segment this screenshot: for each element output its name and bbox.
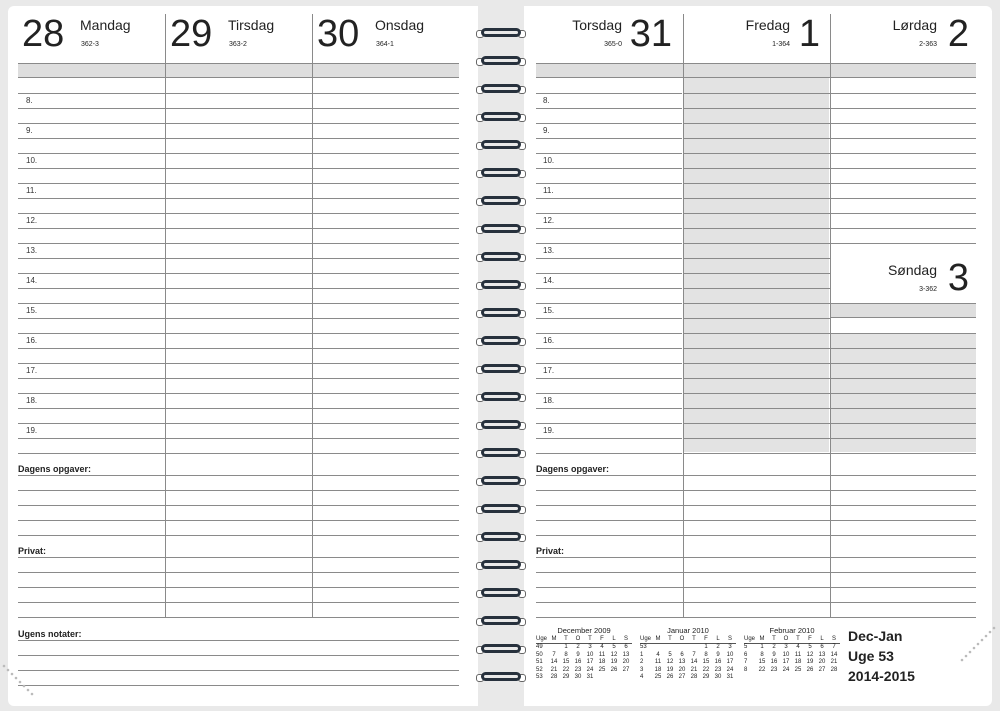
day-header-tuesday bbox=[166, 14, 312, 62]
hour-label: 9. bbox=[26, 126, 33, 135]
rule-line bbox=[18, 213, 459, 214]
rule-line bbox=[684, 438, 830, 439]
rule-line bbox=[831, 438, 976, 439]
rule-line bbox=[536, 108, 682, 109]
spiral-ring bbox=[478, 358, 524, 380]
hour-label: 15. bbox=[26, 306, 38, 315]
period-months: Dec-Jan bbox=[848, 628, 903, 644]
mini-calendar-header: Uge M T O T F L S bbox=[744, 636, 840, 645]
day-code: 2-363 bbox=[919, 41, 937, 48]
mini-calendar-february bbox=[744, 627, 840, 674]
rule-line bbox=[536, 258, 682, 259]
mini-calendar-january bbox=[640, 627, 736, 682]
rule-line bbox=[536, 243, 682, 244]
mini-calendar-week: 53 1 2 3 bbox=[640, 644, 732, 650]
mini-calendar-title: December 2009 bbox=[557, 626, 611, 635]
spiral-ring bbox=[478, 442, 524, 464]
mini-calendar-week: 1 4 5 6 7 8 9 10 bbox=[640, 651, 734, 658]
rule-line bbox=[18, 438, 459, 439]
rule-line bbox=[18, 153, 459, 154]
rule-line bbox=[831, 108, 976, 109]
hour-label: 19. bbox=[26, 426, 38, 435]
hour-label: 8. bbox=[543, 96, 550, 105]
day-code: 3-362 bbox=[919, 286, 937, 293]
rule-line bbox=[684, 378, 830, 379]
rule-line bbox=[684, 138, 830, 139]
rule-line bbox=[18, 453, 459, 454]
rule-line bbox=[18, 243, 459, 244]
hour-label: 9. bbox=[543, 126, 550, 135]
rule-line bbox=[536, 490, 976, 491]
rule-line bbox=[684, 318, 830, 319]
day-number: 1 bbox=[798, 13, 820, 55]
mini-calendar-week: 52 21 22 23 24 25 26 27 bbox=[536, 666, 630, 673]
rule-line bbox=[684, 228, 830, 229]
rule-line bbox=[18, 617, 459, 618]
spiral-ring bbox=[478, 414, 524, 436]
day-code: 362-3 bbox=[81, 41, 99, 48]
day-header-friday bbox=[684, 14, 830, 62]
perforation-corner-left bbox=[0, 660, 40, 700]
section-notes-left: Ugens notater: bbox=[18, 629, 82, 639]
rule-line bbox=[831, 198, 976, 199]
spiral-ring bbox=[478, 666, 524, 688]
rule-line bbox=[684, 288, 830, 289]
rule-line bbox=[536, 273, 682, 274]
rule-line bbox=[18, 348, 459, 349]
mini-calendar-week: 49 1 2 3 4 5 6 bbox=[536, 644, 628, 650]
rule-line bbox=[18, 363, 459, 364]
rule-line bbox=[18, 198, 459, 199]
rule-line bbox=[18, 685, 459, 686]
mini-calendar-title: Februar 2010 bbox=[769, 626, 815, 635]
rule-line bbox=[536, 505, 976, 506]
rule-line bbox=[18, 288, 459, 289]
spiral-binding bbox=[478, 0, 524, 711]
day-number: 30 bbox=[317, 13, 360, 55]
section-tasks-right: Dagens opgaver: bbox=[536, 464, 610, 474]
day-code: 1-364 bbox=[772, 41, 790, 48]
rule-line bbox=[536, 198, 682, 199]
rule-line bbox=[536, 363, 682, 364]
rule-line bbox=[536, 123, 682, 124]
day-name: Lørdag bbox=[892, 17, 937, 33]
rule-line bbox=[536, 168, 682, 169]
rule-line bbox=[18, 183, 459, 184]
day-number: 3 bbox=[947, 257, 969, 299]
hour-label: 10. bbox=[543, 156, 555, 165]
rule-line bbox=[831, 183, 976, 184]
column-divider bbox=[312, 14, 313, 617]
rule-line bbox=[536, 288, 682, 289]
rule-line bbox=[831, 348, 976, 349]
hour-label: 17. bbox=[543, 366, 555, 375]
rule-line bbox=[18, 303, 459, 304]
rule-line bbox=[18, 535, 459, 536]
spiral-ring bbox=[478, 582, 524, 604]
rule-line bbox=[536, 453, 682, 454]
spiral-ring bbox=[478, 246, 524, 268]
rule-line bbox=[684, 453, 830, 454]
rule-line bbox=[831, 333, 976, 334]
hour-label: 13. bbox=[543, 246, 555, 255]
rule-line bbox=[684, 273, 830, 274]
mini-calendar-december bbox=[536, 627, 632, 682]
header-band-sunday bbox=[831, 303, 976, 318]
hour-label: 12. bbox=[543, 216, 555, 225]
rule-line bbox=[18, 108, 459, 109]
rule-line bbox=[536, 408, 682, 409]
rule-line bbox=[536, 213, 682, 214]
spiral-ring bbox=[478, 330, 524, 352]
rule-line bbox=[684, 303, 830, 304]
rule-line bbox=[831, 153, 976, 154]
spiral-ring bbox=[478, 526, 524, 548]
spiral-ring bbox=[478, 498, 524, 520]
hour-label: 16. bbox=[543, 336, 555, 345]
rule-line bbox=[18, 258, 459, 259]
spiral-ring bbox=[478, 302, 524, 324]
period-label bbox=[848, 626, 915, 686]
mini-calendar-header: Uge M T O T F L S bbox=[640, 636, 736, 645]
rule-line bbox=[18, 168, 459, 169]
mini-calendar-header: Uge M T O T F L S bbox=[536, 636, 632, 645]
rule-line bbox=[831, 138, 976, 139]
rule-line bbox=[18, 333, 459, 334]
rule-line bbox=[536, 393, 682, 394]
rule-line bbox=[18, 228, 459, 229]
rule-line bbox=[18, 505, 459, 506]
rule-line bbox=[684, 408, 830, 409]
mini-calendar-week: 8 22 23 24 25 26 27 28 bbox=[744, 666, 838, 673]
day-name: Onsdag bbox=[375, 17, 425, 33]
spiral-ring bbox=[478, 50, 524, 72]
day-number: 29 bbox=[170, 13, 213, 55]
spiral-ring bbox=[478, 78, 524, 100]
rule-line bbox=[831, 168, 976, 169]
rule-line bbox=[18, 378, 459, 379]
spiral-ring bbox=[478, 610, 524, 632]
hour-label: 18. bbox=[543, 396, 555, 405]
day-header-monday bbox=[18, 14, 164, 62]
hour-label: 13. bbox=[26, 246, 38, 255]
day-number: 31 bbox=[629, 13, 672, 55]
rule-line bbox=[684, 258, 830, 259]
rule-line bbox=[684, 198, 830, 199]
mini-calendar-week: 7 15 16 17 18 19 20 21 bbox=[744, 659, 838, 665]
rule-line bbox=[831, 93, 976, 94]
period-week: Uge 53 bbox=[848, 648, 894, 664]
rule-line bbox=[536, 378, 682, 379]
rule-line bbox=[536, 333, 682, 334]
mini-calendar-week: 6 8 9 10 11 12 13 14 bbox=[744, 651, 838, 658]
rule-line bbox=[536, 475, 976, 476]
hour-label: 19. bbox=[543, 426, 555, 435]
rule-line bbox=[536, 535, 976, 536]
rule-line bbox=[684, 333, 830, 334]
hour-label: 14. bbox=[26, 276, 38, 285]
rule-line bbox=[684, 108, 830, 109]
rule-line bbox=[18, 318, 459, 319]
day-number: 28 bbox=[22, 13, 65, 55]
spiral-ring bbox=[478, 22, 524, 44]
hour-label: 11. bbox=[26, 186, 37, 195]
rule-line bbox=[684, 153, 830, 154]
day-name: Mandag bbox=[80, 17, 131, 33]
rule-line bbox=[831, 423, 976, 424]
hour-label: 11. bbox=[543, 186, 554, 195]
hour-label: 18. bbox=[26, 396, 38, 405]
spiral-ring bbox=[478, 134, 524, 156]
spiral-ring bbox=[478, 470, 524, 492]
section-private-right: Privat: bbox=[536, 546, 565, 556]
rule-line bbox=[831, 243, 976, 244]
rule-line bbox=[831, 393, 976, 394]
rule-line bbox=[831, 408, 976, 409]
rule-line bbox=[18, 490, 459, 491]
rule-line bbox=[684, 213, 830, 214]
day-header-sunday bbox=[831, 258, 977, 304]
rule-line bbox=[18, 423, 459, 424]
spiral-ring bbox=[478, 638, 524, 660]
rule-line bbox=[18, 520, 459, 521]
rule-line bbox=[536, 572, 976, 573]
rule-line bbox=[18, 670, 459, 671]
rule-line bbox=[18, 655, 459, 656]
spiral-ring bbox=[478, 218, 524, 240]
day-code: 365-0 bbox=[604, 41, 622, 48]
rule-line bbox=[536, 318, 682, 319]
hour-label: 14. bbox=[543, 276, 555, 285]
left-page bbox=[8, 6, 478, 706]
mini-calendar-week: 2 11 12 13 14 15 16 17 bbox=[640, 659, 734, 665]
header-band-left bbox=[18, 63, 459, 78]
rule-line bbox=[536, 587, 976, 588]
rule-line bbox=[831, 453, 976, 454]
rule-line bbox=[536, 617, 976, 618]
rule-line bbox=[18, 93, 459, 94]
rule-line bbox=[18, 475, 459, 476]
rule-line bbox=[536, 423, 682, 424]
section-tasks-left: Dagens opgaver: bbox=[18, 464, 92, 474]
section-private-left: Privat: bbox=[18, 546, 47, 556]
holiday-shading bbox=[684, 78, 829, 452]
rule-line bbox=[536, 228, 682, 229]
rule-line bbox=[536, 183, 682, 184]
rule-line bbox=[684, 243, 830, 244]
mini-calendar-week: 3 18 19 20 21 22 23 24 bbox=[640, 666, 734, 673]
rule-line bbox=[536, 153, 682, 154]
rule-line bbox=[684, 393, 830, 394]
day-name: Fredag bbox=[745, 17, 790, 33]
rule-line bbox=[831, 228, 976, 229]
rule-line bbox=[536, 602, 976, 603]
rule-line bbox=[18, 408, 459, 409]
rule-line bbox=[684, 348, 830, 349]
spiral-ring bbox=[478, 386, 524, 408]
hour-label: 16. bbox=[26, 336, 38, 345]
rule-line bbox=[18, 572, 459, 573]
spiral-ring bbox=[478, 274, 524, 296]
hour-label: 12. bbox=[26, 216, 38, 225]
mini-calendar-week: 53 28 29 30 31 bbox=[536, 674, 594, 680]
rule-line bbox=[536, 348, 682, 349]
spiral-ring bbox=[478, 162, 524, 184]
rule-line bbox=[536, 303, 682, 304]
rule-line bbox=[684, 183, 830, 184]
spiral-ring bbox=[478, 190, 524, 212]
rule-line bbox=[684, 123, 830, 124]
day-header-thursday bbox=[536, 14, 682, 62]
rule-line bbox=[18, 393, 459, 394]
column-divider bbox=[165, 14, 166, 617]
day-header-wednesday bbox=[313, 14, 459, 62]
period-years: 2014-2015 bbox=[848, 668, 915, 684]
rule-line bbox=[18, 602, 459, 603]
rule-line bbox=[18, 138, 459, 139]
day-name: Torsdag bbox=[572, 17, 622, 33]
spiral-ring bbox=[478, 554, 524, 576]
rule-line bbox=[684, 168, 830, 169]
rule-line bbox=[536, 438, 682, 439]
rule-line bbox=[684, 423, 830, 424]
rule-line bbox=[18, 557, 459, 558]
rule-line bbox=[536, 138, 682, 139]
hour-label: 10. bbox=[26, 156, 38, 165]
perforation-corner-right bbox=[958, 624, 998, 664]
rule-line bbox=[18, 587, 459, 588]
rule-line bbox=[18, 640, 459, 641]
hour-label: 17. bbox=[26, 366, 38, 375]
rule-line bbox=[536, 93, 682, 94]
rule-line bbox=[831, 123, 976, 124]
mini-calendar-week: 4 25 26 27 28 29 30 31 bbox=[640, 674, 734, 680]
rule-line bbox=[684, 363, 830, 364]
rule-line bbox=[831, 378, 976, 379]
mini-calendar-title: Januar 2010 bbox=[667, 626, 709, 635]
day-name: Tirsdag bbox=[228, 17, 275, 33]
day-name: Søndag bbox=[887, 262, 937, 278]
hour-label: 8. bbox=[26, 96, 33, 105]
hour-label: 15. bbox=[543, 306, 555, 315]
column-divider bbox=[830, 14, 831, 617]
rule-line bbox=[831, 363, 976, 364]
day-code: 363-2 bbox=[229, 41, 247, 48]
day-code: 364-1 bbox=[376, 41, 394, 48]
column-divider bbox=[683, 14, 684, 617]
header-band-right bbox=[536, 63, 976, 78]
mini-calendar-week: 51 14 15 16 17 18 19 20 bbox=[536, 659, 630, 665]
rule-line bbox=[536, 520, 976, 521]
spiral-ring bbox=[478, 106, 524, 128]
mini-calendar-week: 5 1 2 3 4 5 6 7 bbox=[744, 644, 836, 650]
rule-line bbox=[18, 123, 459, 124]
day-number: 2 bbox=[947, 13, 969, 55]
day-header-saturday bbox=[831, 14, 977, 62]
rule-line bbox=[536, 557, 976, 558]
rule-line bbox=[18, 273, 459, 274]
rule-line bbox=[831, 213, 976, 214]
rule-line bbox=[684, 93, 830, 94]
mini-calendar-week: 50 7 8 9 10 11 12 13 bbox=[536, 651, 630, 658]
